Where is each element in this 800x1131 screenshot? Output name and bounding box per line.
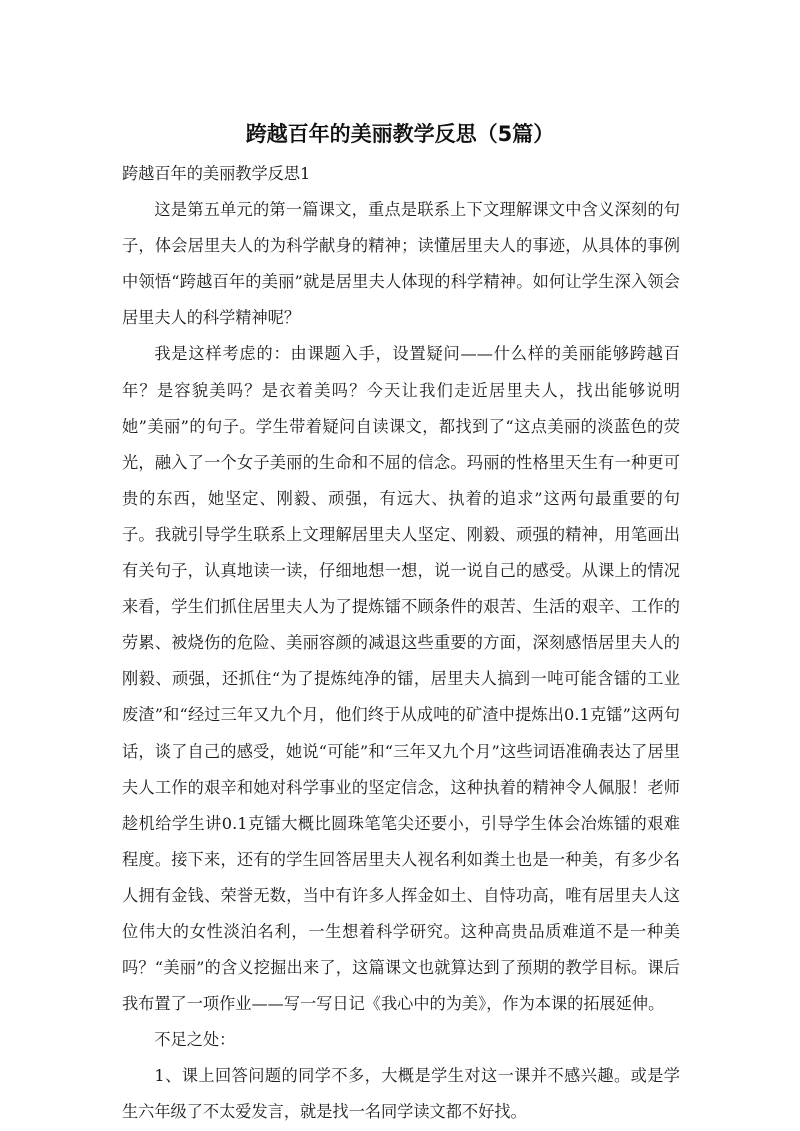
- paragraph-shortcomings-heading: 不足之处：: [154, 1030, 236, 1050]
- section-heading: 跨越百年的美丽教学反思1: [122, 164, 311, 183]
- paragraph-main: 我是这样考虑的：由课题入手，设置疑问——什么样的美丽能够跨越百年？是容貌美吗？是衣着美吗？今天让我们走近居里夫人，找出能够说明她”美丽”的句子。学生带着疑问自读课文，都找到了“这点美丽的淡蓝色的荧光，融入了一个女子美丽的生命和不屈的信念。玛丽的性格里天生有一种更可贵的东西，她坚定、刚毅、顽强，有远大、执着的追求”这两句最重要的句子。我就引导学生联系上文理解居里夫人坚定、刚毅、顽强的精神，用笔画出有关句子，认真地读一读，仔细地想一想，说一说自己的感受。从课上的情况来看，学生们抓住居里夫人为了提炼镭不顾条件的艰苦、生活的艰辛、工作的劳累、被烧伤的危险、美丽容颜的减退这些重要的方面，深刻感悟居里夫人的刚毅、顽强，还抓住“为了提炼纯净的镭，居里夫人搞到一吨可能含镭的工业废渣”和“经过三年又九个月，他们终于从成吨的矿渣中提炼出0.1克镭”这两句话，谈了自己的感受，她说“可能”和“三年又九个月”这些词语准确表达了居里夫人工作的艰辛和她对科学事业的坚定信念，这种执着的精神令人佩服！老师趁机给学生讲0.1克镭大概比圆珠笔笔尖还要小，引导学生体会冶炼镭的艰难程度。接下来，还有的学生回答居里夫人视名利如粪土也是一种美，有多少名人拥有金钱、荣誉无数，当中有许多人挥金如土、自恃功高，唯有居里夫人这位伟大的女性淡泊名利，一生想着科学研究。这种高贵品质难道不是一种美吗？“美丽”的含义挖掘出来了，这篇课文也就算达到了预期的教学目标。课后我布置了一项作业——写一写日记《我心中的为美》，作为本课的拓展延伸。: [122, 344, 680, 1014]
- document-title: 跨越百年的美丽教学反思（5篇）: [245, 122, 555, 146]
- document-body: [122, 156, 680, 1131]
- paragraph-shortcoming-1: 1、课上回答问题的同学不多，大概是学生对这一课并不感兴趣。或是学生六年级了不太爱发言，就是找一名同学读文都不好找。: [122, 1066, 680, 1122]
- paragraph-intro: 这是第五单元的第一篇课文，重点是联系上下文理解课文中含义深刻的句子，体会居里夫人的为科学献身的精神；读懂居里夫人的事迹，从具体的事例中领悟“跨越百年的美丽”就是居里夫人体现的科学精神。如何让学生深入领会居里夫人的科学精神呢？: [122, 200, 680, 328]
